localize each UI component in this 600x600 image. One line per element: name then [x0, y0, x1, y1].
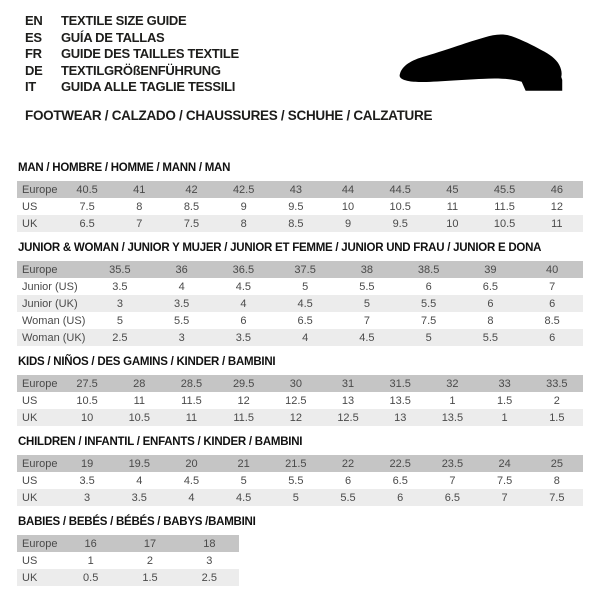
size-value: 21: [237, 457, 250, 470]
table-row: [17, 455, 583, 472]
size-value: 6.5: [79, 217, 95, 230]
size-value: 10.5: [128, 411, 150, 424]
language-row: [25, 79, 239, 96]
size-table-babies: [17, 535, 239, 586]
size-value: 17: [143, 537, 157, 550]
table-row: [17, 181, 583, 198]
size-value: 9: [240, 200, 247, 213]
size-section-children: [17, 436, 583, 506]
size-value: 1.5: [549, 411, 565, 424]
table-row: [17, 409, 583, 426]
size-section-man: [17, 162, 583, 232]
size-value: 11.5: [181, 394, 202, 407]
size-value: 42.5: [232, 183, 255, 196]
size-value: 3.5: [235, 331, 252, 344]
size-value: 11: [185, 411, 198, 424]
row-label: US: [22, 200, 38, 213]
row-label: Europe: [22, 537, 58, 550]
table-row: [17, 375, 583, 392]
section-title: BABIES / BEBÉS / BÉBÉS / BABYS /BAMBINI: [18, 516, 256, 528]
size-value: 13: [394, 411, 407, 424]
size-value: 12: [237, 394, 250, 407]
size-value: 4: [136, 474, 143, 487]
size-value: 10: [80, 411, 94, 424]
size-value: 1: [449, 394, 456, 407]
size-value: 29.5: [232, 377, 255, 390]
size-value: 10.5: [389, 200, 411, 213]
table-row: [17, 295, 583, 312]
size-value: 38.5: [417, 263, 440, 276]
size-value: 7.5: [496, 474, 513, 487]
size-value: 7: [549, 280, 556, 293]
language-label: GUÍA DE TALLAS: [61, 29, 165, 45]
size-value: 4: [178, 280, 185, 293]
size-value: 40.5: [76, 183, 98, 196]
size-value: 8: [553, 474, 560, 487]
size-value: 19.5: [128, 457, 150, 470]
row-label: UK: [22, 491, 38, 504]
size-value: 8: [240, 217, 247, 230]
size-value: 31.5: [389, 377, 411, 390]
section-title: JUNIOR & WOMAN / JUNIOR Y MUJER / JUNIOR ET FEMME / JUNIOR UND FRAU / JUNIOR E DONA: [18, 242, 542, 254]
size-value: 44: [341, 183, 355, 196]
size-value: 24: [498, 457, 511, 470]
size-value: 6: [425, 280, 432, 293]
row-label: Europe: [22, 377, 58, 390]
size-value: 7: [363, 314, 370, 327]
size-value: 1.5: [142, 571, 158, 584]
size-value: 23.5: [441, 457, 464, 470]
size-table-children: [17, 455, 583, 506]
size-value: 4.5: [183, 474, 200, 487]
size-value: 6: [397, 491, 404, 504]
size-value: 5.5: [420, 297, 437, 310]
size-value: 5: [302, 280, 309, 293]
size-value: 7.5: [549, 491, 565, 504]
size-table-junior-woman: [17, 261, 583, 346]
size-value: 45: [446, 183, 459, 196]
size-value: 30: [289, 377, 302, 390]
size-value: 8: [136, 200, 143, 213]
row-label: US: [22, 394, 38, 407]
size-value: 43: [289, 183, 302, 196]
size-value: 8: [487, 314, 494, 327]
size-value: 41: [133, 183, 146, 196]
size-value: 3.5: [112, 280, 128, 293]
size-value: 27.5: [76, 377, 98, 390]
size-value: 7: [136, 217, 143, 230]
size-value: 7.5: [79, 200, 95, 213]
size-value: 3: [84, 491, 91, 504]
table-row: [17, 261, 583, 278]
size-value: 8.5: [183, 200, 200, 213]
size-value: 40: [546, 263, 559, 276]
row-label: Europe: [22, 457, 58, 470]
size-value: 31: [341, 377, 355, 390]
size-value: 4.5: [297, 297, 313, 310]
size-value: 46: [550, 183, 563, 196]
size-section-junior-woman: [17, 242, 583, 346]
size-value: 7.5: [183, 217, 200, 230]
size-value: 9.5: [288, 200, 304, 213]
size-value: 1: [501, 411, 508, 424]
size-value: 6: [344, 474, 352, 487]
table-row: [17, 489, 583, 506]
size-value: 37.5: [294, 263, 316, 276]
size-value: 4: [302, 331, 309, 344]
size-section-kids: [17, 356, 583, 426]
language-code: DE: [25, 62, 43, 78]
size-value: 4.5: [235, 280, 252, 293]
size-value: 12: [550, 200, 563, 213]
size-tables: [17, 162, 583, 596]
size-value: 10: [446, 217, 459, 230]
size-value: 11: [133, 394, 145, 407]
size-section-babies: [17, 516, 583, 586]
size-value: 6: [240, 314, 247, 327]
size-value: 39: [484, 263, 497, 276]
size-value: 5.5: [359, 280, 375, 293]
row-label: US: [22, 554, 38, 567]
size-value: 4: [188, 491, 195, 504]
size-value: 5: [363, 297, 370, 310]
size-value: 4.5: [236, 491, 252, 504]
language-code: EN: [25, 13, 43, 28]
language-row: [25, 63, 239, 80]
size-value: 36: [175, 263, 188, 276]
language-code: IT: [25, 79, 36, 94]
size-value: 8.5: [544, 314, 560, 327]
row-label: Europe: [22, 183, 58, 196]
size-value: 11: [551, 217, 563, 230]
section-title: MAN / HOMBRE / HOMME / MANN / MAN: [18, 162, 231, 174]
size-value: 2: [553, 394, 560, 407]
size-value: 1.5: [496, 394, 513, 407]
size-value: 22: [341, 457, 355, 470]
size-value: 42: [185, 183, 198, 196]
size-value: 7.5: [420, 314, 437, 327]
language-code: ES: [25, 29, 42, 45]
size-value: 44.5: [389, 183, 411, 196]
size-value: 28: [133, 377, 146, 390]
size-value: 13.5: [441, 411, 464, 424]
size-value: 6: [549, 331, 556, 344]
row-label: Woman (UK): [22, 331, 86, 344]
size-value: 6.5: [297, 314, 313, 327]
row-label: Woman (US): [22, 314, 86, 327]
size-value: 5: [292, 491, 299, 504]
shoe-icon: [396, 30, 584, 98]
size-value: 21.5: [285, 457, 307, 470]
size-value: 12: [289, 411, 302, 424]
size-value: 3: [178, 331, 185, 344]
size-value: 22.5: [389, 457, 411, 470]
table-row: [17, 535, 239, 552]
size-value: 25: [550, 457, 563, 470]
size-value: 3.5: [131, 491, 147, 504]
size-value: 12.5: [285, 394, 307, 407]
row-label: Junior (US): [22, 280, 78, 293]
size-value: 32: [446, 377, 459, 390]
size-value: 5.5: [173, 314, 190, 327]
table-row: [17, 569, 239, 586]
size-value: 5.5: [340, 491, 356, 504]
table-row: [17, 198, 583, 215]
language-row: [25, 46, 239, 63]
language-row: [25, 13, 239, 30]
language-header: [25, 13, 239, 96]
language-label: GUIDA ALLE TAGLIE TESSILI: [61, 79, 236, 94]
size-value: 38: [360, 263, 373, 276]
size-value: 3: [206, 554, 213, 567]
table-row: [17, 472, 583, 489]
size-value: 45.5: [493, 183, 516, 196]
size-value: 1: [87, 554, 94, 567]
size-value: 12.5: [337, 411, 359, 424]
size-value: 7: [449, 474, 456, 487]
size-value: 11.5: [233, 411, 254, 424]
section-title: KIDS / NIÑOS / DES GAMINS / KINDER / BAMBINI: [18, 356, 276, 368]
size-value: 35.5: [109, 263, 131, 276]
size-value: 5: [240, 474, 247, 487]
category-line: FOOTWEAR / CALZADO / CHAUSSURES / SCHUHE / CALZATURE: [25, 108, 433, 123]
size-value: 3: [116, 297, 123, 310]
size-value: 11.5: [494, 200, 515, 213]
size-value: 4.5: [359, 331, 375, 344]
size-value: 6: [487, 297, 494, 310]
size-value: 2.5: [112, 331, 128, 344]
size-value: 8.5: [288, 217, 304, 230]
size-value: 6.5: [482, 280, 499, 293]
size-value: 6.5: [392, 474, 408, 487]
table-row: [17, 392, 583, 409]
size-value: 20: [185, 457, 198, 470]
language-label: TEXTILE SIZE GUIDE: [61, 13, 187, 28]
table-row: [17, 552, 239, 569]
row-label: Junior (UK): [22, 297, 78, 310]
row-label: UK: [22, 217, 38, 230]
size-table-man: [17, 181, 583, 232]
size-value: 9.5: [392, 217, 408, 230]
language-row: [25, 30, 239, 47]
size-value: 13.5: [389, 394, 411, 407]
row-label: UK: [22, 411, 38, 424]
size-value: 10.5: [76, 394, 98, 407]
size-value: 5: [116, 314, 123, 327]
table-row: [17, 329, 583, 346]
size-value: 5.5: [482, 331, 499, 344]
size-table-kids: [17, 375, 583, 426]
size-value: 18: [203, 537, 216, 550]
size-value: 9: [344, 217, 352, 230]
size-value: 0.5: [83, 571, 99, 584]
size-value: 19: [80, 457, 94, 470]
size-value: 3.5: [173, 297, 190, 310]
size-value: 28.5: [180, 377, 203, 390]
size-value: 10.5: [493, 217, 516, 230]
language-label: GUIDE DES TAILLES TEXTILE: [61, 46, 239, 61]
row-label: Europe: [22, 263, 58, 276]
row-label: UK: [22, 571, 38, 584]
size-value: 33: [498, 377, 511, 390]
section-title: CHILDREN / INFANTIL / ENFANTS / KINDER / BAMBINI: [18, 436, 303, 448]
size-value: 6: [549, 297, 556, 310]
size-value: 3.5: [79, 474, 95, 487]
size-value: 5.5: [288, 474, 304, 487]
table-row: [17, 278, 583, 295]
size-value: 2.5: [201, 571, 217, 584]
size-value: 36.5: [232, 263, 255, 276]
size-value: 4: [240, 297, 247, 310]
language-code: FR: [25, 46, 42, 61]
size-value: 6.5: [444, 491, 461, 504]
size-value: 7: [501, 491, 508, 504]
size-value: 10: [341, 200, 355, 213]
row-label: US: [22, 474, 38, 487]
size-value: 13: [341, 394, 355, 407]
size-value: 11: [446, 200, 459, 213]
table-row: [17, 312, 583, 329]
size-value: 16: [84, 537, 97, 550]
size-value: 5: [425, 331, 432, 344]
size-value: 33.5: [546, 377, 568, 390]
table-row: [17, 215, 583, 232]
language-label: TEXTILGRÖßENFÜHRUNG: [61, 62, 221, 78]
size-value: 2: [146, 554, 154, 567]
